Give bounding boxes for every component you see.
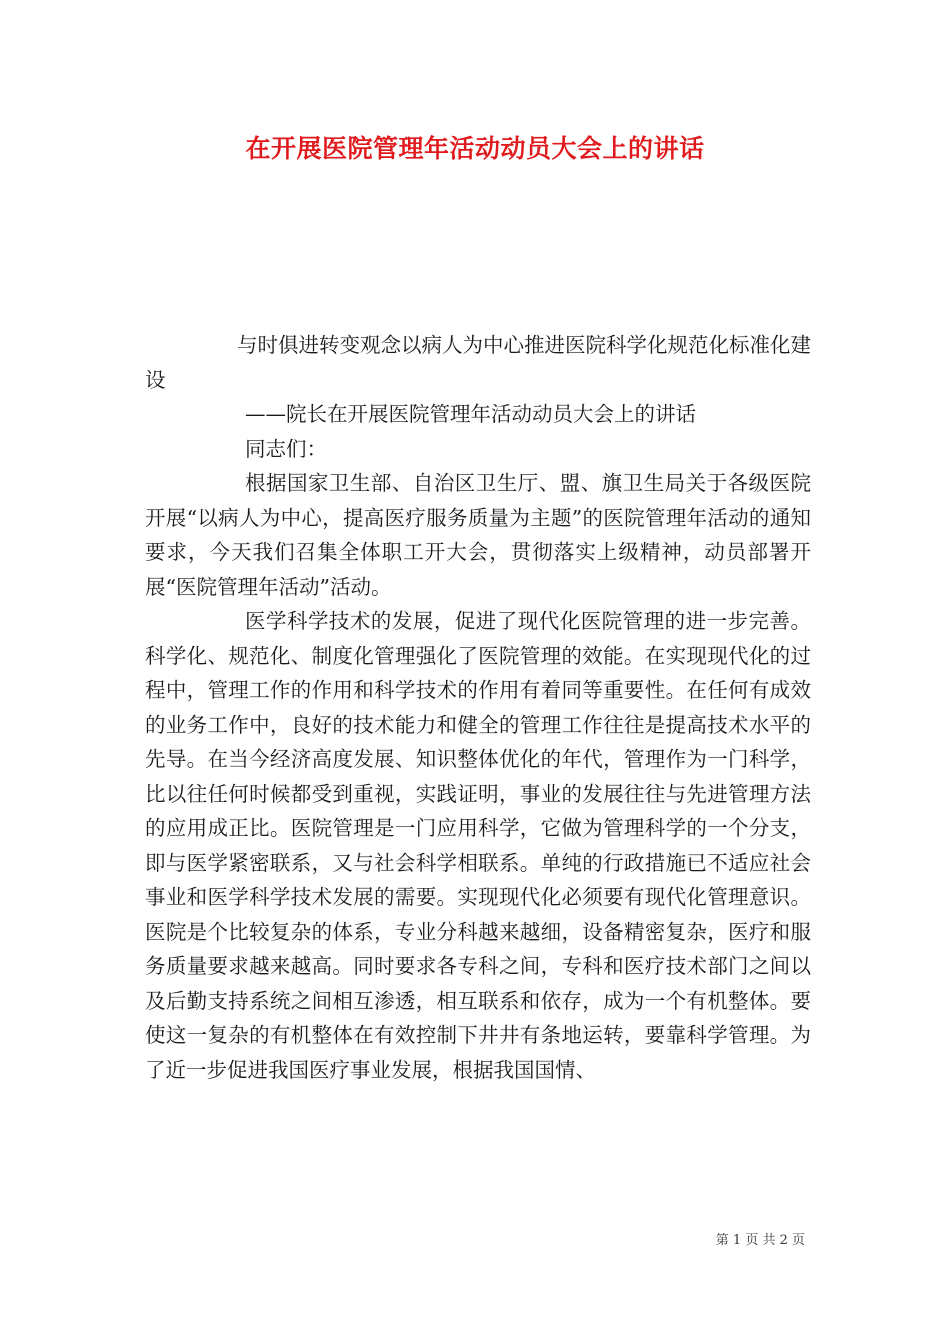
- page-number: 第 1 页 共 2 页: [715, 1233, 805, 1248]
- paragraph: 根据国家卫生部、自治区卫生厅、盟、旗卫生局关于各级医院开展“以病人为中心，提高医疗服务质量为主题”的医院管理年活动的通知要求，今天我们召集全体职工开大会，贯彻落实上级精神，动员部署开展“医院管理年活动”活动。: [145, 471, 811, 599]
- document-subheading: ——院长在开展医院管理年活动动员大会上的讲话: [245, 402, 696, 426]
- paragraph: 医学科学技术的发展，促进了现代化医院管理的进一步完善。科学化、规范化、制度化管理强化了医院管理的效能。在实现现代化的过程中，管理工作的作用和科学技术的作用有着同等重要性。在任何有成效的业务工作中，良好的技术能力和健全的管理工作往往是提高技术水平的先导。在当今经济高度发展、知识整体优化的年代，管理作为一门科学，比以往任何时候都受到重视，实践证明，事业的发展往往与先进管理方法的应用成正比。医院管理是一门应用科学，它做为管理科学的一个分支，即与医学紧密联系，又与社会科学相联系。单纯的行政措施已不适应社会事业和医学科学技术发展的需要。实现现代化必须要有现代化管理意识。医院是个比较复杂的体系，专业分科越来越细，设备精密复杂，医疗和服务质量要求越来越高。同时要求各专科之间，专科和医疗技术部门之间以及后勤支持系统之间相互渗透，相互联系和依存，成为一个有机整体。要使这一复杂的有机整体在有效控制下井井有条地运转，要靠科学管理。为了近一步促进我国医疗事业发展，根据我国国情、: [145, 609, 811, 1082]
- document-body: [145, 328, 811, 1087]
- document-heading: 与时俱进转变观念以病人为中心推进医院科学化规范化标准化建设: [145, 333, 811, 392]
- salutation: 同志们：: [245, 436, 327, 461]
- page-title: 在开展医院管理年活动动员大会上的讲话: [245, 134, 705, 163]
